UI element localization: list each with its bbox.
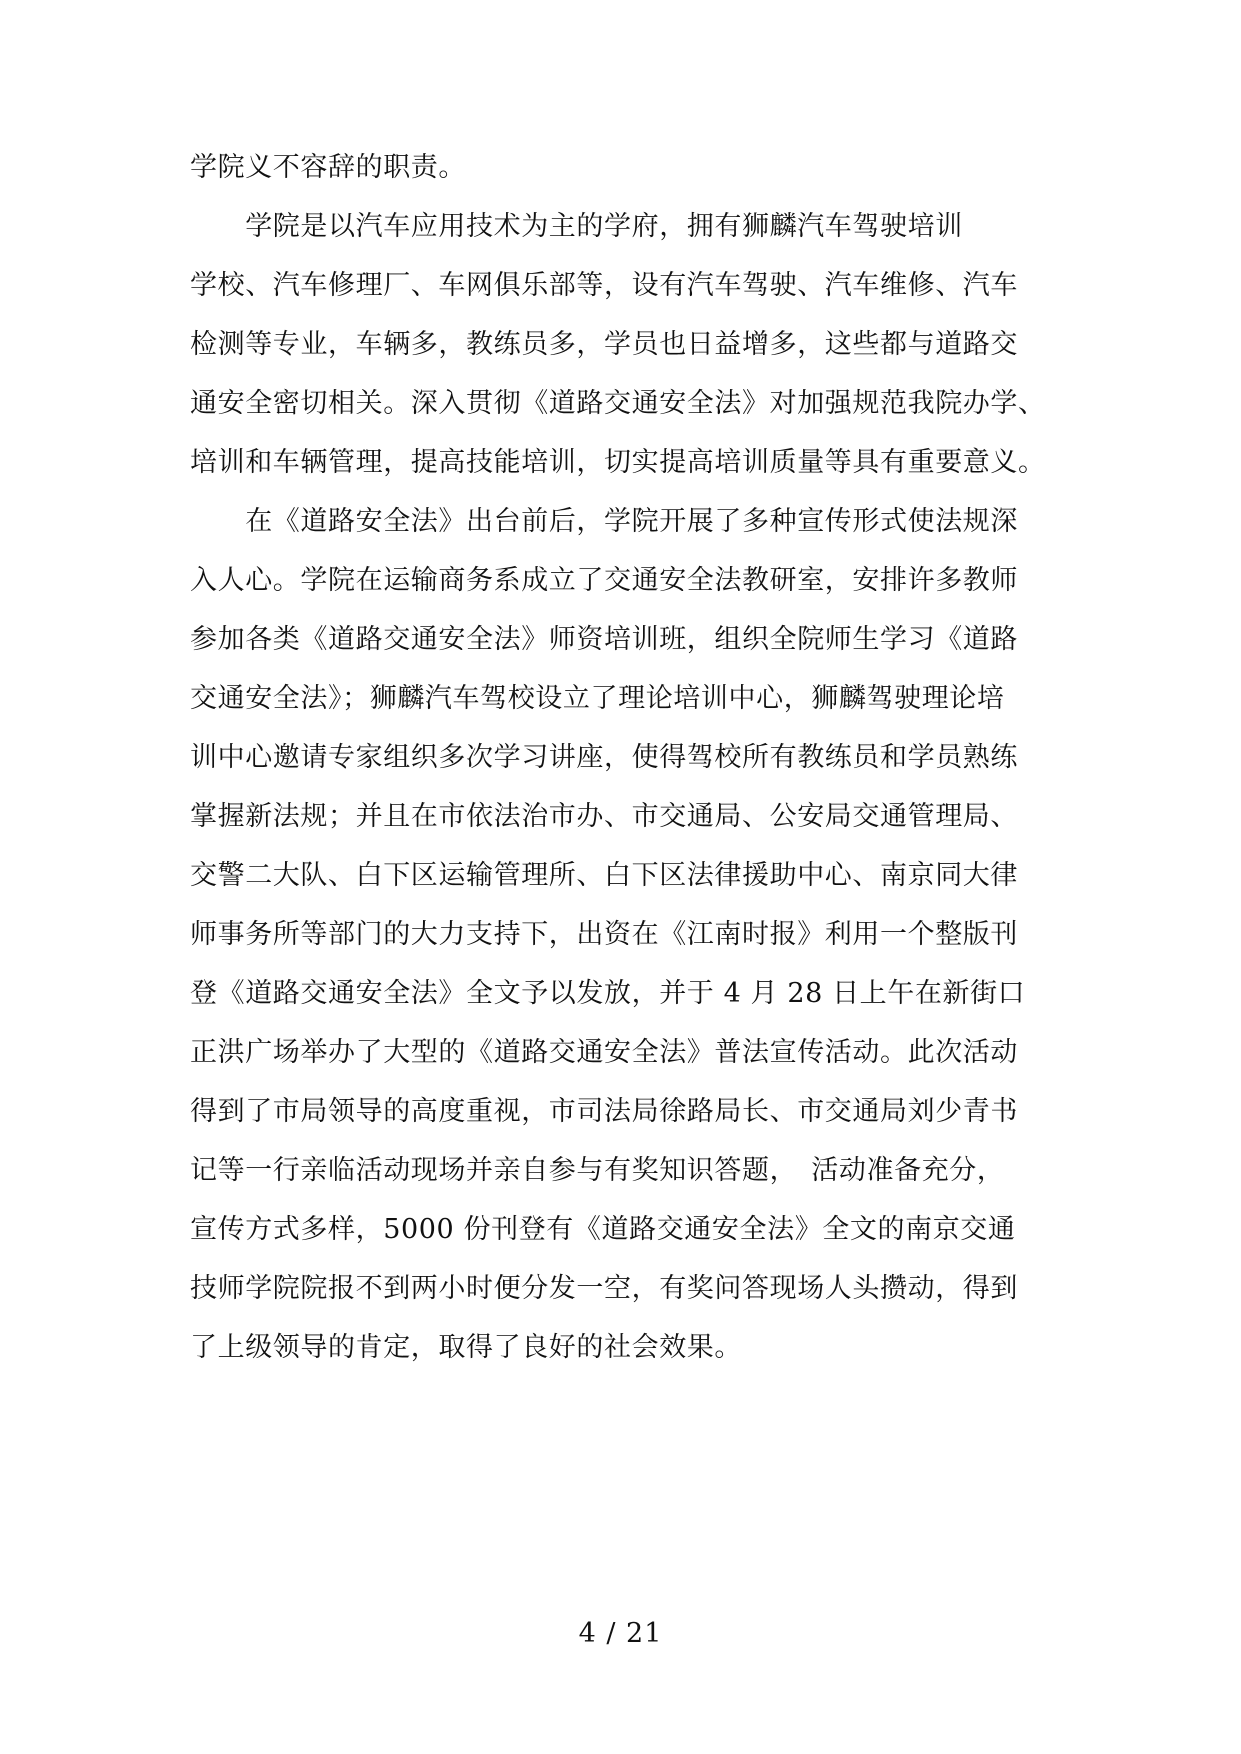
- text-line: 训中心邀请专家组织多次学习讲座，使得驾校所有教练员和学员熟练: [190, 742, 1018, 773]
- page-number: 4 / 21: [578, 1618, 663, 1649]
- text-line: 学院是以汽车应用技术为主的学府，拥有狮麟汽车驾驶培训: [190, 211, 963, 242]
- text-line: 交警二大队、白下区运输管理所、白下区法律援助中心、南京同大律: [190, 860, 1018, 891]
- text-line: 得到了市局领导的高度重视，市司法局徐路局长、市交通局刘少青书: [190, 1096, 1018, 1127]
- text-line: 宣传方式多样，5000 份刊登有《道路交通安全法》全文的南京交通: [190, 1214, 1016, 1245]
- text-line: 正洪广场举办了大型的《道路交通安全法》普法宣传活动。此次活动: [190, 1037, 1018, 1068]
- text-line: 了上级领导的肯定，取得了良好的社会效果。: [190, 1332, 742, 1363]
- text-line: 培训和车辆管理，提高技能培训，切实提高培训质量等具有重要意义。: [190, 447, 1046, 478]
- text-line: 检测等专业，车辆多，教练员多，学员也日益增多，这些都与道路交: [190, 329, 1018, 360]
- text-line: 技师学院院报不到两小时便分发一空，有奖问答现场人头攒动，得到: [190, 1273, 1018, 1304]
- text-line: 学校、汽车修理厂、车网俱乐部等，设有汽车驾驶、汽车维修、汽车: [190, 270, 1018, 301]
- text-line: 掌握新法规；并且在市依法治市办、市交通局、公安局交通管理局、: [190, 801, 1018, 832]
- text-line: 参加各类《道路交通安全法》师资培训班，组织全院师生学习《道路: [190, 624, 1018, 655]
- text-line: 交通安全法》；狮麟汽车驾校设立了理论培训中心，狮麟驾驶理论培: [190, 683, 1005, 714]
- text-line: 通安全密切相关。深入贯彻《道路交通安全法》对加强规范我院办学、: [190, 388, 1046, 419]
- text-line: 入人心。学院在运输商务系成立了交通安全法教研室，安排许多教师: [190, 565, 1018, 596]
- text-line: 师事务所等部门的大力支持下，出资在《江南时报》利用一个整版刊: [190, 919, 1018, 950]
- text-line: 在《道路安全法》出台前后，学院开展了多种宣传形式使法规深: [190, 506, 1018, 537]
- text-line: 学院义不容辞的职责。: [190, 152, 466, 183]
- text-line: 记等一行亲临活动现场并亲自参与有奖知识答题， 活动准备充分，: [190, 1155, 1005, 1186]
- text-line: 登《道路交通安全法》全文予以发放，并于 4 月 28 日上午在新街口: [190, 978, 1026, 1009]
